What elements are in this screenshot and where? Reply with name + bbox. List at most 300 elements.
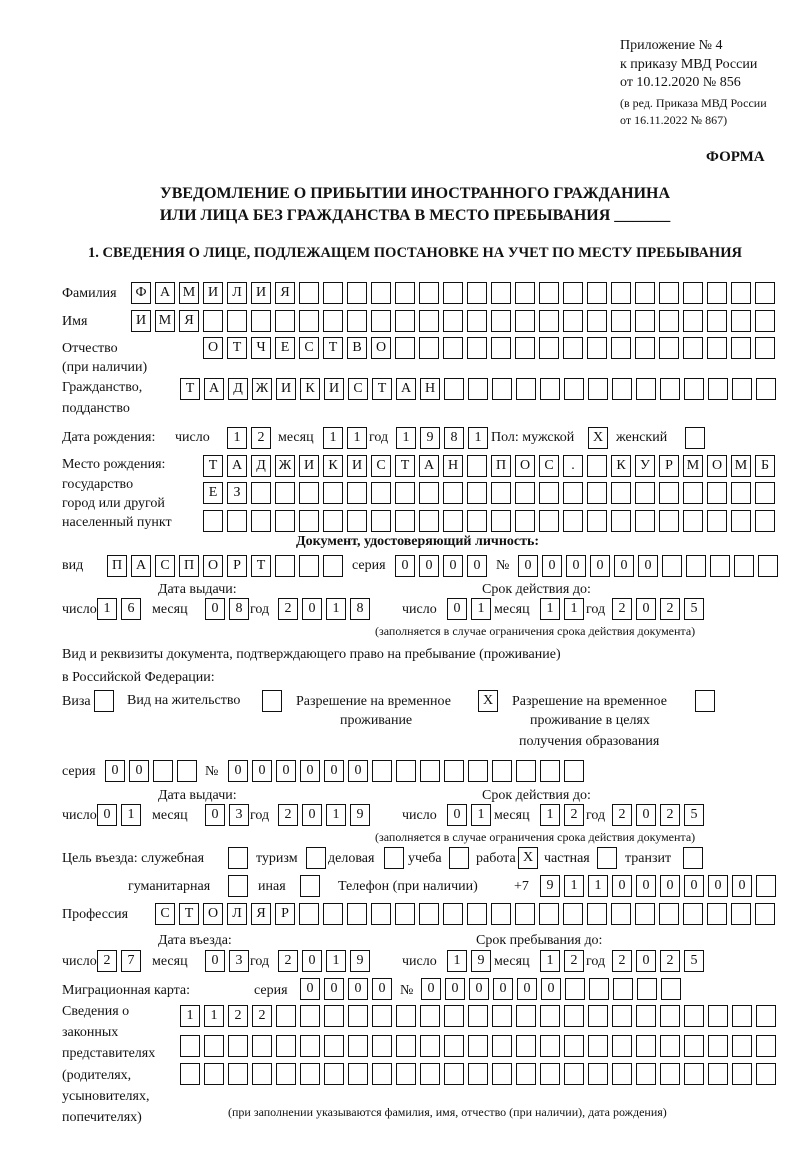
char-cell[interactable] <box>707 482 727 504</box>
char-cell[interactable] <box>587 310 607 332</box>
char-cell[interactable] <box>732 378 752 400</box>
char-cell[interactable]: Д <box>228 378 248 400</box>
char-cell[interactable]: 0 <box>542 555 562 577</box>
char-cell[interactable]: 1 <box>588 875 608 897</box>
char-cell[interactable] <box>420 1005 440 1027</box>
char-cell[interactable]: 1 <box>347 427 367 449</box>
char-cell[interactable] <box>540 1063 560 1085</box>
char-cell[interactable]: 2 <box>564 950 584 972</box>
char-cell[interactable] <box>275 555 295 577</box>
char-cell[interactable]: 0 <box>447 804 467 826</box>
char-cell[interactable]: Ж <box>275 455 295 477</box>
char-cell[interactable] <box>203 310 223 332</box>
char-cell[interactable] <box>684 1063 704 1085</box>
char-cell[interactable] <box>635 282 655 304</box>
char-cell[interactable]: 0 <box>443 555 463 577</box>
char-cell[interactable] <box>516 1005 536 1027</box>
char-cell[interactable] <box>419 482 439 504</box>
char-cell[interactable]: Р <box>659 455 679 477</box>
char-cell[interactable] <box>539 310 559 332</box>
char-cell[interactable]: 1 <box>540 950 560 972</box>
char-cell[interactable] <box>419 310 439 332</box>
char-cell[interactable]: О <box>371 337 391 359</box>
char-cell[interactable] <box>276 1035 296 1057</box>
char-cell[interactable] <box>444 1035 464 1057</box>
char-cell[interactable] <box>636 1035 656 1057</box>
char-cell[interactable] <box>708 1035 728 1057</box>
char-cell[interactable]: С <box>155 903 175 925</box>
char-cell[interactable]: 0 <box>590 555 610 577</box>
char-cell[interactable] <box>755 310 775 332</box>
char-cell[interactable]: 1 <box>540 804 560 826</box>
char-cell[interactable]: 0 <box>636 804 656 826</box>
char-cell[interactable] <box>565 978 585 1000</box>
char-cell[interactable]: 0 <box>300 760 320 782</box>
char-cell[interactable] <box>324 1005 344 1027</box>
char-cell[interactable] <box>756 378 776 400</box>
char-cell[interactable] <box>708 1005 728 1027</box>
char-cell[interactable]: 9 <box>350 950 370 972</box>
char-cell[interactable] <box>443 282 463 304</box>
char-cell[interactable] <box>252 1063 272 1085</box>
char-cell[interactable] <box>348 1005 368 1027</box>
checkbox[interactable] <box>94 690 114 712</box>
char-cell[interactable]: . <box>563 455 583 477</box>
char-cell[interactable]: 0 <box>636 598 656 620</box>
char-cell[interactable]: 1 <box>323 427 343 449</box>
checkbox[interactable] <box>695 690 715 712</box>
char-cell[interactable]: 0 <box>518 555 538 577</box>
char-cell[interactable]: Л <box>227 903 247 925</box>
char-cell[interactable] <box>468 760 488 782</box>
char-cell[interactable]: 1 <box>97 598 117 620</box>
char-cell[interactable] <box>347 482 367 504</box>
char-cell[interactable]: М <box>179 282 199 304</box>
char-cell[interactable] <box>180 1063 200 1085</box>
char-cell[interactable] <box>659 337 679 359</box>
char-cell[interactable] <box>612 378 632 400</box>
char-cell[interactable] <box>683 282 703 304</box>
checkbox[interactable] <box>597 847 617 869</box>
char-cell[interactable] <box>708 378 728 400</box>
char-cell[interactable]: О <box>203 903 223 925</box>
char-cell[interactable] <box>659 310 679 332</box>
char-cell[interactable] <box>563 903 583 925</box>
char-cell[interactable] <box>371 482 391 504</box>
char-cell[interactable]: 2 <box>278 598 298 620</box>
char-cell[interactable]: 1 <box>471 804 491 826</box>
char-cell[interactable] <box>659 903 679 925</box>
char-cell[interactable]: 2 <box>564 804 584 826</box>
char-cell[interactable] <box>371 510 391 532</box>
char-cell[interactable] <box>731 337 751 359</box>
char-cell[interactable] <box>611 903 631 925</box>
char-cell[interactable]: 1 <box>471 598 491 620</box>
char-cell[interactable] <box>660 1005 680 1027</box>
char-cell[interactable] <box>588 1035 608 1057</box>
char-cell[interactable] <box>636 1063 656 1085</box>
char-cell[interactable]: 0 <box>660 875 680 897</box>
checkbox[interactable]: X <box>588 427 608 449</box>
char-cell[interactable]: 2 <box>278 804 298 826</box>
char-cell[interactable]: 8 <box>444 427 464 449</box>
char-cell[interactable] <box>395 482 415 504</box>
char-cell[interactable] <box>275 310 295 332</box>
char-cell[interactable] <box>707 282 727 304</box>
char-cell[interactable] <box>372 1035 392 1057</box>
char-cell[interactable] <box>300 1035 320 1057</box>
char-cell[interactable]: 2 <box>251 427 271 449</box>
char-cell[interactable] <box>444 1005 464 1027</box>
checkbox[interactable] <box>384 847 404 869</box>
char-cell[interactable] <box>660 1035 680 1057</box>
char-cell[interactable]: Ж <box>252 378 272 400</box>
char-cell[interactable] <box>468 1035 488 1057</box>
char-cell[interactable]: Я <box>275 282 295 304</box>
char-cell[interactable] <box>637 978 657 1000</box>
char-cell[interactable] <box>661 978 681 1000</box>
char-cell[interactable] <box>539 282 559 304</box>
char-cell[interactable] <box>300 1063 320 1085</box>
char-cell[interactable]: А <box>227 455 247 477</box>
char-cell[interactable]: Л <box>227 282 247 304</box>
char-cell[interactable]: 2 <box>228 1005 248 1027</box>
char-cell[interactable]: 0 <box>445 978 465 1000</box>
char-cell[interactable]: 6 <box>121 598 141 620</box>
char-cell[interactable] <box>348 1063 368 1085</box>
char-cell[interactable] <box>396 1063 416 1085</box>
char-cell[interactable] <box>395 510 415 532</box>
char-cell[interactable] <box>707 903 727 925</box>
char-cell[interactable] <box>588 378 608 400</box>
char-cell[interactable]: И <box>251 282 271 304</box>
checkbox[interactable] <box>685 427 705 449</box>
char-cell[interactable] <box>468 1005 488 1027</box>
char-cell[interactable] <box>516 378 536 400</box>
char-cell[interactable] <box>467 482 487 504</box>
char-cell[interactable] <box>515 510 535 532</box>
char-cell[interactable]: А <box>419 455 439 477</box>
char-cell[interactable] <box>372 1063 392 1085</box>
checkbox[interactable] <box>228 847 248 869</box>
char-cell[interactable]: С <box>348 378 368 400</box>
char-cell[interactable]: 1 <box>204 1005 224 1027</box>
char-cell[interactable] <box>707 337 727 359</box>
char-cell[interactable] <box>708 1063 728 1085</box>
char-cell[interactable]: 0 <box>708 875 728 897</box>
char-cell[interactable]: 0 <box>493 978 513 1000</box>
char-cell[interactable]: 0 <box>517 978 537 1000</box>
char-cell[interactable]: Т <box>180 378 200 400</box>
char-cell[interactable] <box>203 510 223 532</box>
char-cell[interactable] <box>635 337 655 359</box>
char-cell[interactable] <box>251 310 271 332</box>
char-cell[interactable] <box>347 903 367 925</box>
char-cell[interactable] <box>419 903 439 925</box>
char-cell[interactable] <box>299 482 319 504</box>
char-cell[interactable] <box>683 482 703 504</box>
char-cell[interactable]: Б <box>755 455 775 477</box>
char-cell[interactable] <box>756 1005 776 1027</box>
char-cell[interactable] <box>467 903 487 925</box>
char-cell[interactable] <box>348 1035 368 1057</box>
char-cell[interactable] <box>756 1063 776 1085</box>
char-cell[interactable]: 0 <box>324 760 344 782</box>
char-cell[interactable] <box>684 1035 704 1057</box>
char-cell[interactable]: 0 <box>302 950 322 972</box>
char-cell[interactable]: 0 <box>252 760 272 782</box>
char-cell[interactable]: 0 <box>97 804 117 826</box>
char-cell[interactable] <box>395 903 415 925</box>
char-cell[interactable] <box>227 310 247 332</box>
char-cell[interactable]: О <box>515 455 535 477</box>
char-cell[interactable]: 0 <box>421 978 441 1000</box>
char-cell[interactable]: 0 <box>302 598 322 620</box>
char-cell[interactable] <box>491 282 511 304</box>
char-cell[interactable]: 5 <box>684 598 704 620</box>
char-cell[interactable] <box>492 760 512 782</box>
char-cell[interactable]: 5 <box>684 950 704 972</box>
char-cell[interactable]: 0 <box>469 978 489 1000</box>
char-cell[interactable] <box>323 903 343 925</box>
char-cell[interactable]: 0 <box>129 760 149 782</box>
char-cell[interactable]: П <box>179 555 199 577</box>
char-cell[interactable] <box>755 510 775 532</box>
char-cell[interactable]: 9 <box>420 427 440 449</box>
char-cell[interactable]: 1 <box>227 427 247 449</box>
char-cell[interactable] <box>467 337 487 359</box>
char-cell[interactable]: Т <box>227 337 247 359</box>
char-cell[interactable] <box>228 1063 248 1085</box>
char-cell[interactable] <box>515 282 535 304</box>
char-cell[interactable]: Ф <box>131 282 151 304</box>
char-cell[interactable] <box>396 1035 416 1057</box>
char-cell[interactable] <box>153 760 173 782</box>
char-cell[interactable] <box>587 337 607 359</box>
char-cell[interactable]: 7 <box>121 950 141 972</box>
char-cell[interactable] <box>587 510 607 532</box>
char-cell[interactable] <box>516 1063 536 1085</box>
char-cell[interactable]: М <box>731 455 751 477</box>
char-cell[interactable]: 0 <box>467 555 487 577</box>
char-cell[interactable]: 0 <box>636 950 656 972</box>
char-cell[interactable]: Я <box>251 903 271 925</box>
char-cell[interactable] <box>323 482 343 504</box>
char-cell[interactable]: Т <box>372 378 392 400</box>
char-cell[interactable] <box>443 903 463 925</box>
char-cell[interactable]: 9 <box>471 950 491 972</box>
char-cell[interactable] <box>564 1035 584 1057</box>
char-cell[interactable]: 1 <box>564 875 584 897</box>
char-cell[interactable]: 1 <box>326 950 346 972</box>
char-cell[interactable] <box>323 282 343 304</box>
char-cell[interactable] <box>467 310 487 332</box>
char-cell[interactable]: О <box>203 337 223 359</box>
char-cell[interactable] <box>731 510 751 532</box>
char-cell[interactable] <box>275 482 295 504</box>
char-cell[interactable]: С <box>539 455 559 477</box>
char-cell[interactable] <box>299 555 319 577</box>
char-cell[interactable]: 5 <box>684 804 704 826</box>
char-cell[interactable] <box>540 1035 560 1057</box>
char-cell[interactable] <box>686 555 706 577</box>
char-cell[interactable]: 0 <box>566 555 586 577</box>
char-cell[interactable] <box>396 760 416 782</box>
char-cell[interactable] <box>396 1005 416 1027</box>
char-cell[interactable] <box>515 310 535 332</box>
char-cell[interactable]: 0 <box>636 875 656 897</box>
char-cell[interactable] <box>612 1063 632 1085</box>
char-cell[interactable] <box>611 337 631 359</box>
char-cell[interactable]: Т <box>395 455 415 477</box>
char-cell[interactable] <box>613 978 633 1000</box>
char-cell[interactable]: 0 <box>105 760 125 782</box>
char-cell[interactable] <box>564 760 584 782</box>
char-cell[interactable] <box>612 1005 632 1027</box>
char-cell[interactable] <box>227 510 247 532</box>
char-cell[interactable] <box>659 282 679 304</box>
char-cell[interactable] <box>419 282 439 304</box>
char-cell[interactable] <box>588 1063 608 1085</box>
char-cell[interactable] <box>612 1035 632 1057</box>
char-cell[interactable] <box>635 482 655 504</box>
char-cell[interactable]: 1 <box>326 804 346 826</box>
char-cell[interactable] <box>299 903 319 925</box>
char-cell[interactable]: 0 <box>302 804 322 826</box>
char-cell[interactable] <box>275 510 295 532</box>
char-cell[interactable]: 0 <box>228 760 248 782</box>
char-cell[interactable] <box>659 482 679 504</box>
char-cell[interactable]: П <box>491 455 511 477</box>
char-cell[interactable] <box>515 482 535 504</box>
char-cell[interactable] <box>589 978 609 1000</box>
char-cell[interactable]: Е <box>203 482 223 504</box>
char-cell[interactable]: М <box>155 310 175 332</box>
char-cell[interactable] <box>636 378 656 400</box>
char-cell[interactable] <box>491 310 511 332</box>
char-cell[interactable]: 0 <box>300 978 320 1000</box>
char-cell[interactable] <box>204 1035 224 1057</box>
char-cell[interactable] <box>611 482 631 504</box>
checkbox[interactable] <box>683 847 703 869</box>
char-cell[interactable]: 1 <box>326 598 346 620</box>
char-cell[interactable] <box>611 510 631 532</box>
char-cell[interactable] <box>419 337 439 359</box>
char-cell[interactable] <box>734 555 754 577</box>
char-cell[interactable]: 1 <box>180 1005 200 1027</box>
char-cell[interactable] <box>660 1063 680 1085</box>
char-cell[interactable]: 8 <box>350 598 370 620</box>
char-cell[interactable] <box>371 282 391 304</box>
char-cell[interactable]: 3 <box>229 950 249 972</box>
char-cell[interactable] <box>539 903 559 925</box>
char-cell[interactable]: 2 <box>612 598 632 620</box>
char-cell[interactable] <box>587 903 607 925</box>
char-cell[interactable] <box>515 337 535 359</box>
checkbox[interactable] <box>262 690 282 712</box>
char-cell[interactable] <box>756 1035 776 1057</box>
char-cell[interactable]: 2 <box>612 804 632 826</box>
char-cell[interactable]: З <box>227 482 247 504</box>
char-cell[interactable] <box>732 1063 752 1085</box>
char-cell[interactable] <box>563 310 583 332</box>
char-cell[interactable] <box>371 903 391 925</box>
char-cell[interactable] <box>707 310 727 332</box>
char-cell[interactable] <box>323 510 343 532</box>
char-cell[interactable] <box>636 1005 656 1027</box>
checkbox[interactable] <box>306 847 326 869</box>
char-cell[interactable]: О <box>707 455 727 477</box>
char-cell[interactable]: 1 <box>564 598 584 620</box>
char-cell[interactable] <box>443 310 463 332</box>
char-cell[interactable]: Р <box>275 903 295 925</box>
char-cell[interactable]: 0 <box>205 598 225 620</box>
char-cell[interactable] <box>540 760 560 782</box>
char-cell[interactable]: 2 <box>612 950 632 972</box>
checkbox[interactable]: X <box>478 690 498 712</box>
char-cell[interactable] <box>539 510 559 532</box>
char-cell[interactable] <box>611 310 631 332</box>
char-cell[interactable] <box>564 378 584 400</box>
char-cell[interactable]: 2 <box>278 950 298 972</box>
char-cell[interactable]: 2 <box>660 804 680 826</box>
char-cell[interactable] <box>324 1035 344 1057</box>
char-cell[interactable] <box>635 510 655 532</box>
char-cell[interactable]: 0 <box>205 950 225 972</box>
char-cell[interactable]: 2 <box>660 950 680 972</box>
char-cell[interactable]: 0 <box>348 760 368 782</box>
char-cell[interactable] <box>684 1005 704 1027</box>
char-cell[interactable]: С <box>155 555 175 577</box>
char-cell[interactable]: 0 <box>348 978 368 1000</box>
char-cell[interactable]: Ч <box>251 337 271 359</box>
char-cell[interactable]: 1 <box>396 427 416 449</box>
char-cell[interactable] <box>492 1063 512 1085</box>
char-cell[interactable]: 0 <box>541 978 561 1000</box>
char-cell[interactable]: 0 <box>638 555 658 577</box>
char-cell[interactable]: Р <box>227 555 247 577</box>
char-cell[interactable]: 0 <box>276 760 296 782</box>
char-cell[interactable] <box>588 1005 608 1027</box>
char-cell[interactable]: Д <box>251 455 271 477</box>
char-cell[interactable] <box>443 337 463 359</box>
char-cell[interactable] <box>515 903 535 925</box>
char-cell[interactable] <box>563 282 583 304</box>
char-cell[interactable]: У <box>635 455 655 477</box>
char-cell[interactable] <box>660 378 680 400</box>
char-cell[interactable] <box>468 378 488 400</box>
char-cell[interactable] <box>563 337 583 359</box>
char-cell[interactable]: 1 <box>540 598 560 620</box>
char-cell[interactable] <box>516 760 536 782</box>
char-cell[interactable] <box>492 378 512 400</box>
char-cell[interactable]: 0 <box>612 875 632 897</box>
char-cell[interactable]: М <box>683 455 703 477</box>
char-cell[interactable]: 2 <box>252 1005 272 1027</box>
char-cell[interactable] <box>177 760 197 782</box>
char-cell[interactable] <box>662 555 682 577</box>
char-cell[interactable]: О <box>203 555 223 577</box>
char-cell[interactable]: С <box>371 455 391 477</box>
char-cell[interactable] <box>443 482 463 504</box>
char-cell[interactable]: Т <box>203 455 223 477</box>
char-cell[interactable]: А <box>131 555 151 577</box>
char-cell[interactable] <box>659 510 679 532</box>
char-cell[interactable] <box>251 482 271 504</box>
char-cell[interactable] <box>324 1063 344 1085</box>
char-cell[interactable]: И <box>276 378 296 400</box>
char-cell[interactable] <box>372 760 392 782</box>
